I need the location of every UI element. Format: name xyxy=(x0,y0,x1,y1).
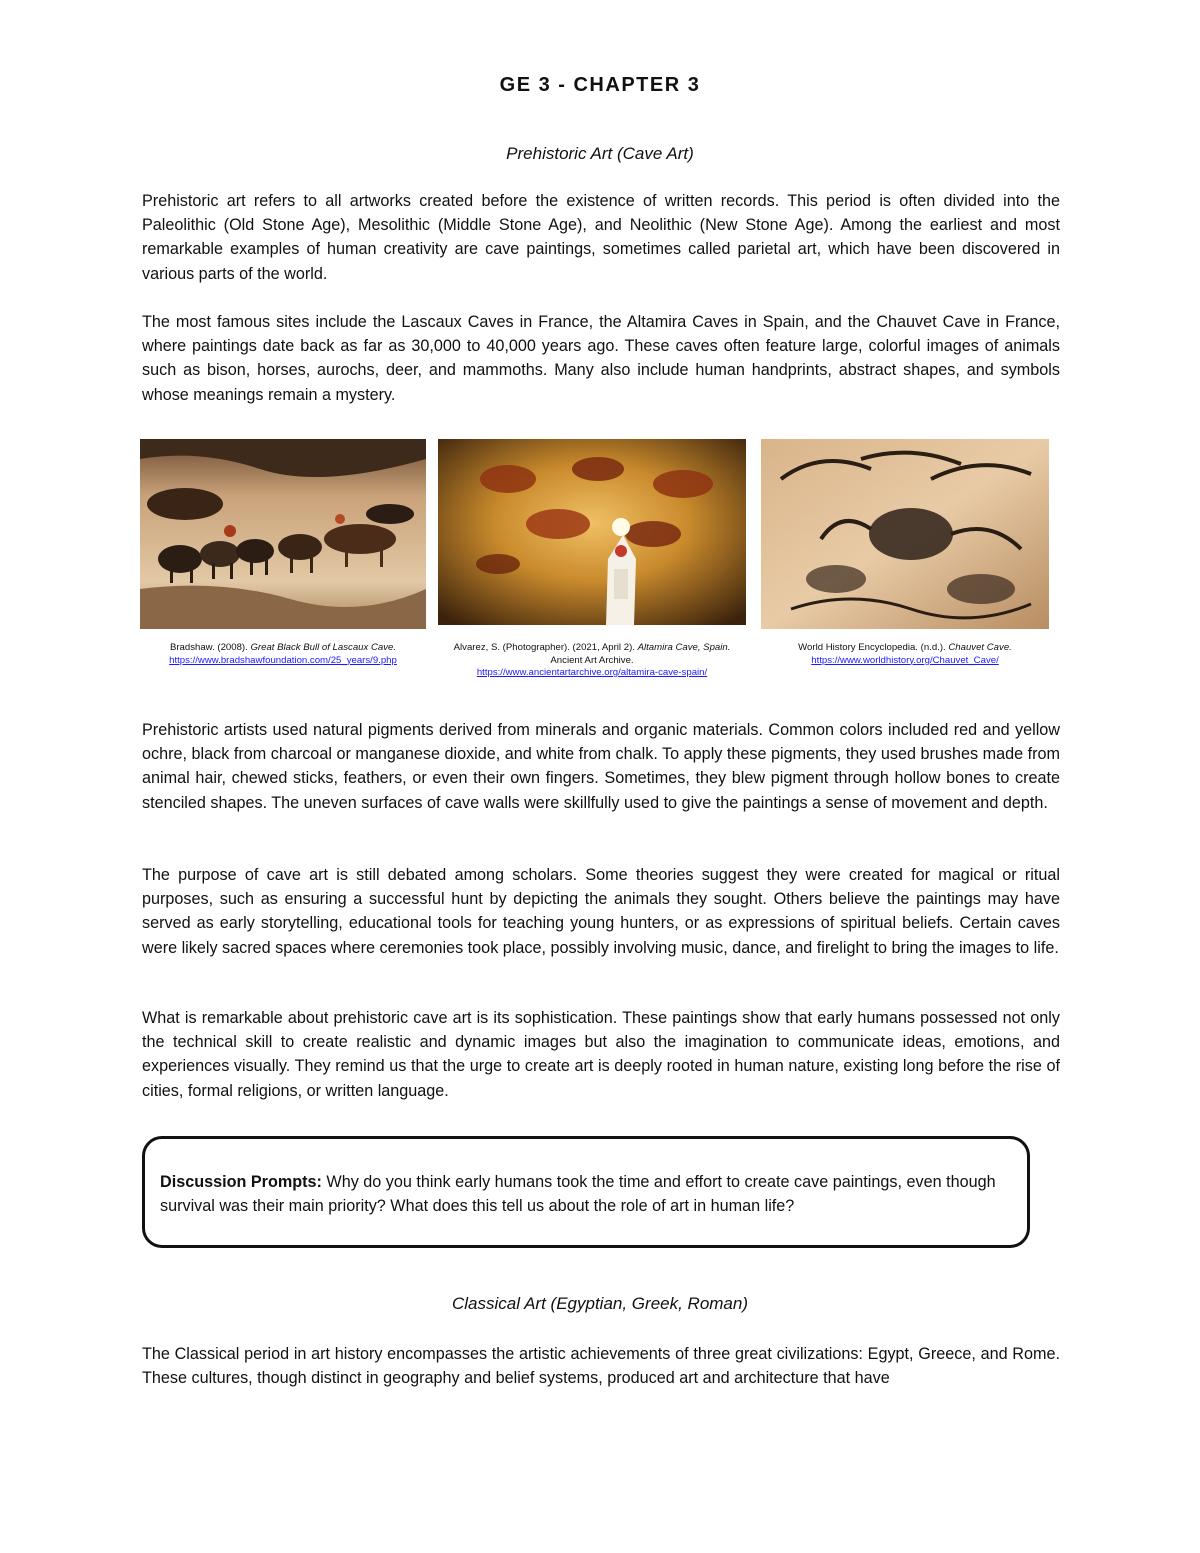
link-lascaux[interactable]: https://www.bradshawfoundation.com/25_years/9.php xyxy=(169,654,397,666)
caption-altamira-suffix: Ancient Art Archive. xyxy=(550,654,634,666)
caption-chauvet-title: Chauvet Cave. xyxy=(948,642,1012,653)
discussion-label: Discussion Prompts: xyxy=(160,1173,322,1191)
figure-lascaux xyxy=(140,439,426,629)
paragraph-intro: Prehistoric art refers to all artworks created before the existence of written records. This period is often divided into the Paleolithic (Old Stone Age), Mesolithic (Middle Stone Age), and Neolithic (New Stone Age). Among the earliest and most remarkable examples of human creativity are cave paintings, sometimes called parietal art, which have been discovered in various parts of the world. xyxy=(142,192,1060,283)
chauvet-cave-image xyxy=(761,439,1049,629)
link-altamira[interactable]: https://www.ancientartarchive.org/altamira-cave-spain/ xyxy=(476,667,708,678)
caption-lascaux xyxy=(140,642,426,667)
document-title: GE 3 - CHAPTER 3 xyxy=(499,74,701,96)
caption-altamira-title: Altamira Cave, Spain. xyxy=(637,642,731,653)
caption-chauvet xyxy=(761,642,1049,667)
discussion-prompt xyxy=(160,1170,1020,1218)
paragraph-sophistication: What is remarkable about prehistoric cave art is its sophistication. These paintings show that early humans possessed not only the technical skill to create realistic and dynamic images but also the imagination to communicate ideas, emotions, and experiences visually. They remind us that the urge to create art is deeply rooted in human nature, existing long before the rise of cities, formal religions, or written language. xyxy=(142,1009,1060,1100)
caption-altamira xyxy=(438,642,746,680)
caption-lascaux-title: Great Black Bull of Lascaux Cave. xyxy=(250,642,397,653)
paragraph-classical: The Classical period in art history encompasses the artistic achievements of three great civilizations: Egypt, Greece, and Rome. These cultures, though distinct in geography and belief systems, produced art and architecture that have xyxy=(142,1345,1060,1388)
paragraph-pigments: Prehistoric artists used natural pigments derived from minerals and organic materials. Common colors included red and yellow ochre, black from charcoal or manganese dioxide, and white from chalk. To apply these pigments, they used brushes made from animal hair, chewed sticks, feathers, or even their own fingers. Sometimes, they blew pigment through hollow bones to create stenciled shapes. The uneven surfaces of cave walls were skillfully used to give the paintings a sense of movement and depth. xyxy=(142,721,1060,812)
paragraph-purpose: The purpose of cave art is still debated among scholars. Some theories suggest they were created for magical or ritual purposes, such as ensuring a successful hunt by depicting the animals they sought. Others believe the paintings may have served as early storytelling, educational tools for teaching young hunters, or as expressions of spiritual beliefs. Certain caves were likely sacred spaces where ceremonies took place, possibly involving music, dance, and firelight to bring the images to life. xyxy=(142,866,1060,957)
section-heading-prehistoric: Prehistoric Art (Cave Art) xyxy=(506,144,694,163)
caption-chauvet-prefix: World History Encyclopedia. (n.d.). xyxy=(798,642,949,653)
paragraph-famous-sites: The most famous sites include the Lascaux Caves in France, the Altamira Caves in Spain, and the Chauvet Cave in France, where paintings date back as far as 30,000 to 40,000 years ago. These caves often feature large, colorful images of animals such as bison, horses, aurochs, deer, and mammoths. Many also include human handprints, abstract shapes, and symbols whose meanings remain a mystery. xyxy=(142,313,1060,404)
discussion-text: Why do you think early humans took the time and effort to create cave paintings, even though survival was their main priority? What does this tell us about the role of art in human life? xyxy=(160,1173,996,1215)
altamira-cave-image xyxy=(438,439,746,625)
link-chauvet[interactable]: https://www.worldhistory.org/Chauvet_Cave/ xyxy=(811,654,999,666)
figure-chauvet xyxy=(761,439,1049,629)
section-heading-classical: Classical Art (Egyptian, Greek, Roman) xyxy=(451,1294,749,1313)
lascaux-cave-image xyxy=(140,439,426,629)
figure-altamira xyxy=(438,439,746,625)
caption-altamira-prefix: Alvarez, S. (Photographer). (2021, April 2). xyxy=(453,642,638,653)
caption-lascaux-prefix: Bradshaw. (2008). xyxy=(169,642,251,653)
